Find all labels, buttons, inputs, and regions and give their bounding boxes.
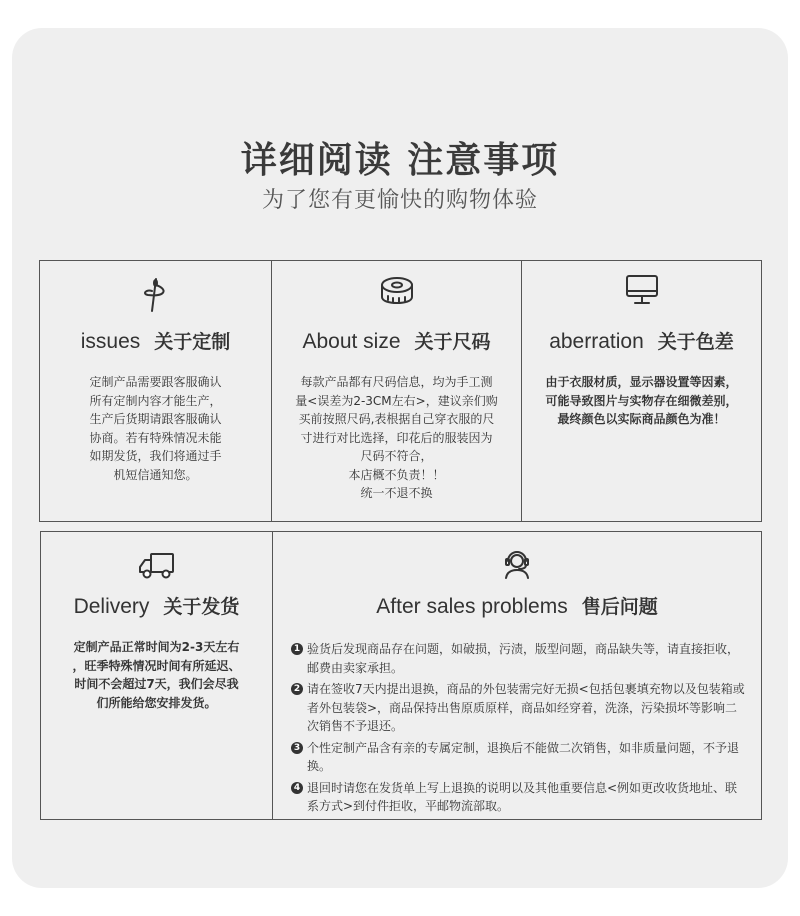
size-line: 尺码不符合， [360,449,433,463]
aberration-title-cn: 关于色差 [657,331,734,353]
issues-title-cn: 关于定制 [154,331,231,353]
truck-icon [41,550,272,582]
list-item [291,779,747,816]
issues-line: 生产后货期请跟客服确认 [89,412,222,426]
section-aberration [521,261,761,521]
list-item-text: 请在签收7天内提出退换，商品的外包装需完好无损<包括包裹填充物以及包装箱或者外包装袋>，商品保持出售原质原样，商品如经穿着，洗涤，污染损坏等影响二次销售不予退还。 [307,682,745,733]
aberration-line: 最终颜色以实际商品颜色为准！ [557,412,726,426]
size-line: 寸进行对比选择，印花后的服装因为 [300,430,493,445]
list-item-text: 退回时请您在发货单上写上退换的说明以及其他重要信息<例如更改收货地址、联系方式>到付件拒收，平邮物流部取。 [307,780,738,813]
delivery-description [51,638,262,712]
issues-line: 如期发货，我们将通过手 [89,449,222,463]
needle-thread-icon [40,275,271,315]
info-row-top [39,260,762,522]
list-item-text: 个性定制产品含有亲的专属定制，退换后不能做二次销售，如非质量问题，不予退换。 [307,740,740,773]
delivery-line: 定制产品正常时间为2-3天左右 [73,640,240,654]
aberration-line: 可能导致图片与实物存在细微差别， [545,393,738,408]
info-row-bottom [40,531,762,820]
size-line: 本店概不负责！！ [348,467,445,482]
size-line: 买前按照尺码,表根据自己穿衣服的尺 [298,412,495,426]
list-item [291,640,747,677]
page-subtitle: 为了您有更愉快的购物体验 [261,188,538,213]
issues-line: 所有定制内容才能生产， [89,393,222,408]
aberration-description [532,373,751,429]
list-item-text: 验货后发现商品存在问题，如破损，污渍，版型问题，商品缺失等，请直接拒收，邮费由卖家承担。 [307,642,740,675]
number-badge: 1 [291,643,303,655]
monitor-icon [522,273,761,307]
issues-line: 机短信通知您。 [113,467,198,482]
list-item [291,680,747,736]
issues-line: 协商。若有特殊情况未能 [89,430,222,445]
delivery-line: ，旺季特殊情况时间有所延迟、 [72,658,241,673]
delivery-title-en: Delivery [73,595,150,618]
section-delivery [41,532,272,819]
size-line: 统一不退不换 [360,486,433,500]
section-issues [40,261,271,521]
section-after-sales [272,532,761,819]
section-size [271,261,521,521]
page-title: 详细阅读 注意事项 [240,140,560,181]
number-badge: 2 [291,683,303,695]
issues-title-en: issues [80,330,141,353]
size-title-en: About size [302,330,401,353]
aberration-line: 由于衣服材质，显示器设置等因素， [545,375,738,389]
delivery-title-cn: 关于发货 [163,596,240,618]
number-badge: 3 [291,742,303,754]
tape-measure-icon [272,275,521,307]
number-badge: 4 [291,782,303,794]
delivery-line: 们所能给您安排发货。 [96,695,217,710]
list-item [291,739,747,776]
issues-description [58,373,253,484]
after-sales-title-en: After sales problems [376,595,568,618]
aberration-title-en: aberration [549,330,644,353]
customer-service-icon [273,548,761,580]
after-sales-list [291,640,747,819]
after-sales-title-cn: 售后问题 [581,596,658,618]
issues-line: 定制产品需要跟客服确认 [89,375,222,389]
size-line: 量<误差为2-3CM左右>，建议亲们购 [295,393,498,408]
size-description [284,373,509,503]
size-title-cn: 关于尺码 [414,331,491,353]
size-line: 每款产品都有尺码信息，均为手工测 [300,375,493,389]
delivery-line: 时间不会超过7天，我们会尽我 [74,677,239,691]
